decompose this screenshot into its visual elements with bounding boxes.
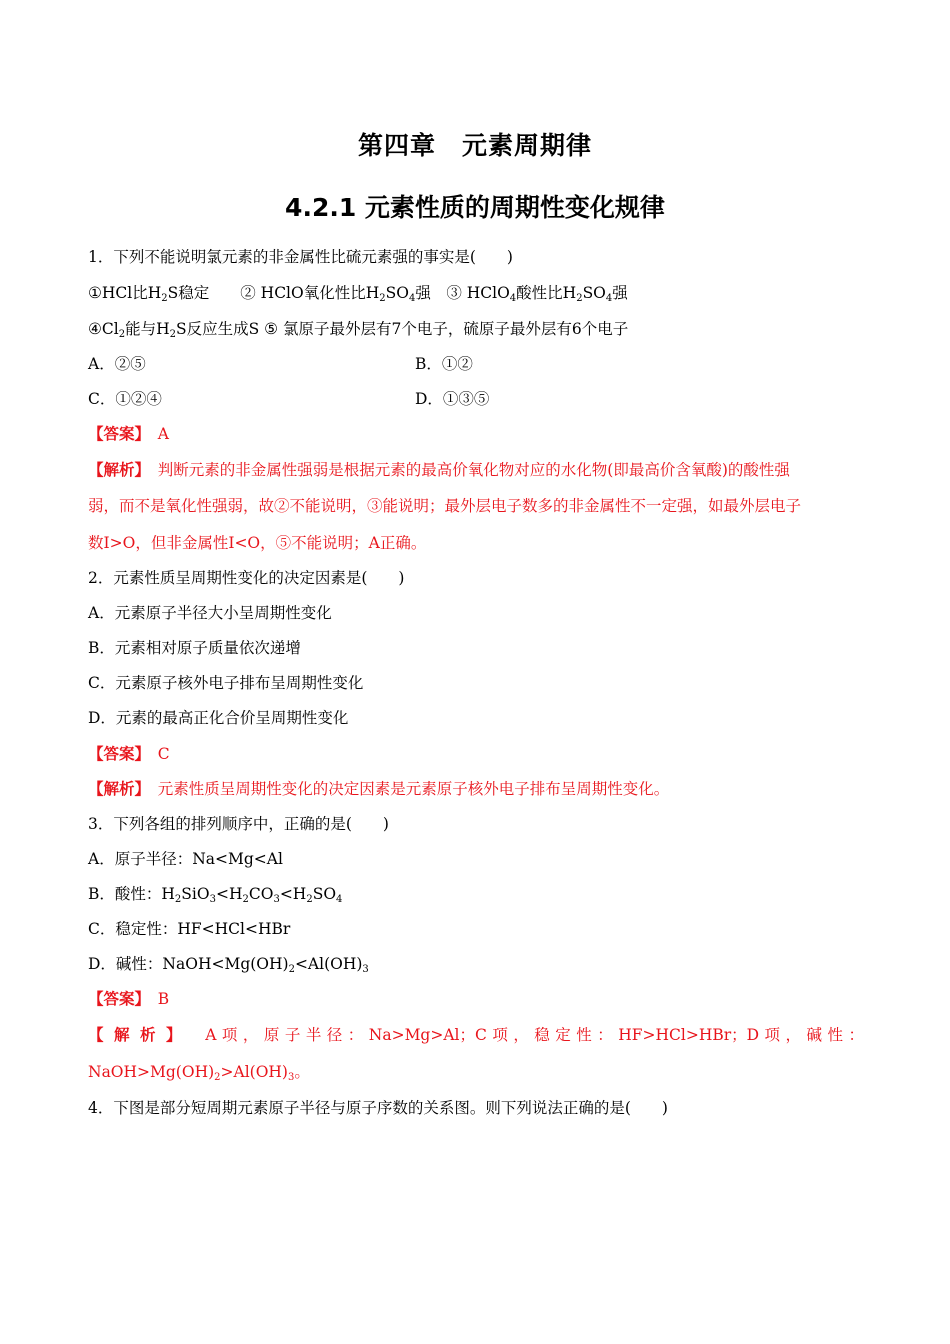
q2-answer-value: C [157,745,170,763]
q2-option-b: B．元素相对原子质量依次递增 [88,639,301,657]
q3-answer [88,988,169,1010]
answer-label: 【答案】 [88,990,143,1008]
q1-analysis-line3: 数I>O，但非金属性I<O，⑤不能说明；A正确。 [88,534,427,552]
q3-answer-value: B [157,990,170,1008]
chapter-title: 第四章 元素周期律 [357,131,592,160]
q1-analysis-line1: 【解析】 判断元素的非金属性强弱是根据元素的最高价氧化物对应的水化物(即最高价含氧酸)的酸性强 [88,461,790,479]
q1-stem: 1．下列不能说明氯元素的非金属性比硫元素强的事实是( ) [88,248,513,266]
q1-option-c: C．①②④ [88,390,162,408]
q1-option-d: D．①③⑤ [415,390,490,408]
q3-analysis-line1: 【解析】 A项，原子半径：Na>Mg>Al；C项，稳定性：HF>HCl>HBr；D项，碱性： [88,1026,864,1044]
q3-option-b: B．酸性：$H_2SiO_3<H_2CO_3<H_2SO_4$ [88,885,343,905]
q2-stem: 2．元素性质呈周期性变化的决定因素是( ) [88,569,405,587]
q1-analysis-line2: 弱，而不是氧化性强弱，故②不能说明，③能说明；最外层电子数多的非金属性不一定强，如最外层电子 [88,497,802,515]
section-title: 4.2.1 元素性质的周期性变化规律 [285,193,665,222]
q3-option-a: A．原子半径：Na<Mg<Al [88,850,283,868]
analysis-label: 【解析】 [88,1026,185,1044]
q2-answer [88,743,170,765]
q1-answer-value: A [157,425,169,443]
answer-label: 【答案】 [88,425,143,443]
analysis-label: 【解析】 [88,780,143,798]
analysis-label: 【解析】 [88,461,143,479]
q3-analysis-line2: $NaOH>Mg(OH)_2>Al(OH)_3$。 [88,1063,310,1083]
q3-option-d: D．碱性：$NaOH<Mg(OH)_2<Al(OH)_3$ [88,955,369,975]
q1-option-a: A．②⑤ [88,355,146,373]
q2-option-d: D．元素的最高正化合价呈周期性变化 [88,709,349,727]
q1-answer [88,423,169,445]
answer-label: 【答案】 [88,745,143,763]
q2-option-a: A．元素原子半径大小呈周期性变化 [88,604,332,622]
q3-option-c: C．稳定性：HF<HCl<HBr [88,920,291,938]
q2-analysis: 【解析】 元素性质呈周期性变化的决定因素是元素原子核外电子排布呈周期性变化。 [88,780,670,798]
q2-option-c: C．元素原子核外电子排布呈周期性变化 [88,674,364,692]
q1-facts-line2: $④Cl_2$能与$H_2S$反应生成S ⑤ 氯原子最外层有7个电子，硫原子最外层有6个电子 [88,320,629,340]
q1-facts-line1: ①HCl比$H_2S$稳定 ② HClO氧化性比$H_2SO_4$强 ③ HClO4酸性比$H_2SO_4$强 [88,284,628,304]
q3-stem: 3．下列各组的排列顺序中，正确的是( ) [88,815,389,833]
q4-stem: 4．下图是部分短周期元素原子半径与原子序数的关系图。则下列说法正确的是( ) [88,1099,668,1117]
q1-option-b: B．①② [415,355,473,373]
